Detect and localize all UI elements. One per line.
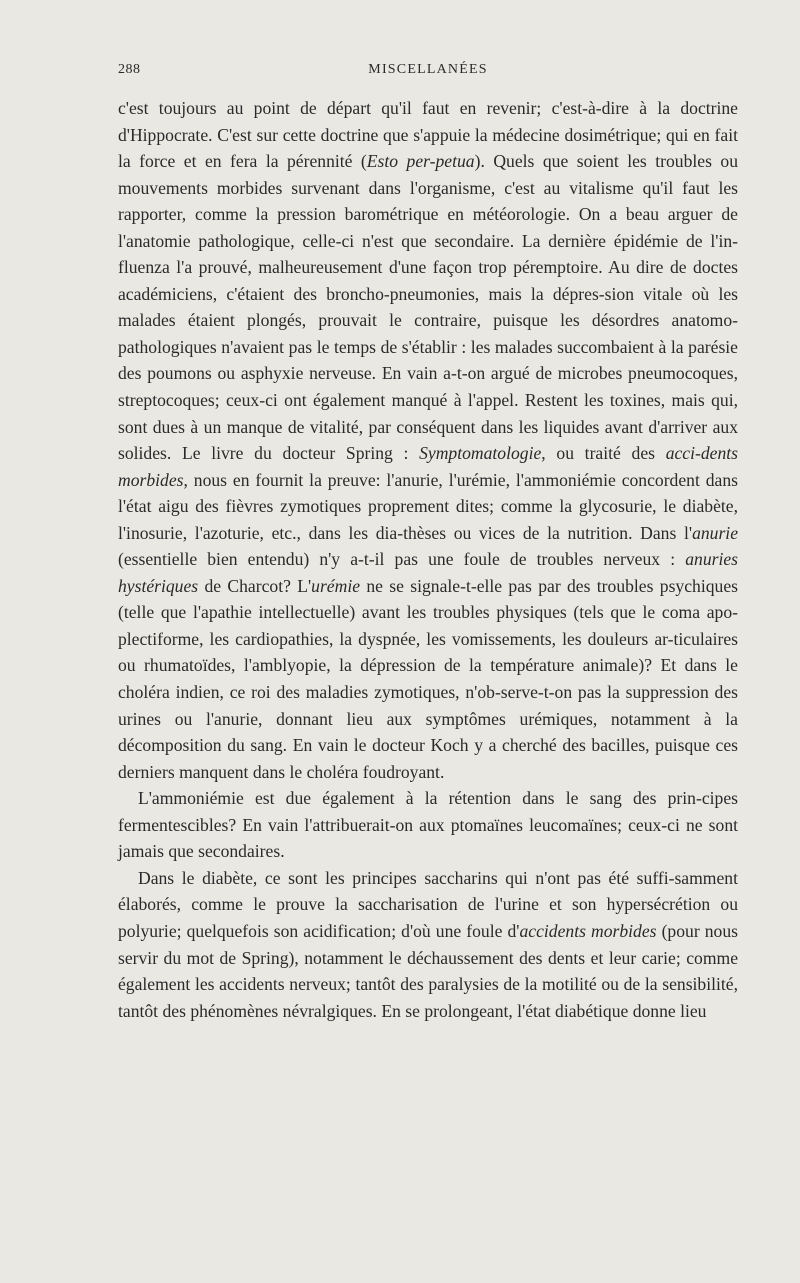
italic-text: accidents morbides <box>519 920 657 941</box>
body-text <box>118 95 738 1024</box>
italic-text: anurie <box>692 522 738 543</box>
running-title: MISCELLANÉES <box>368 62 488 77</box>
text-run: , ou traité des <box>541 443 666 464</box>
text-run: c'est toujours au point de départ qu'il faut en revenir; c'est-à-dire à la doctrine d'Hippocrate. C'est sur cette doctrine que s'appuie la médecine dosimétrique; qui en fait la force et en fera la pérennité ( <box>118 98 738 172</box>
text-run: , nous en fournit la preuve: l'anurie, l'urémie, l'ammoniémie concordent dans l'état aigu des fièvres zymotiques proprement dites; comme la glycosurie, le diabète, l'inosurie, l'azoturie, etc., dans les dia-thèses ou vices de la nutrition. Dans l' <box>118 469 738 543</box>
italic-text: Esto per-petua <box>366 151 475 172</box>
text-run: de Charcot? L' <box>198 575 312 596</box>
italic-text: anuries hystériques <box>118 549 738 596</box>
page-header <box>118 62 738 86</box>
text-run: L'ammoniémie est due également à la rétention dans le sang des prin-cipes fermentescibles? En vain l'attribuerait-on aux ptomaïnes leucomaïnes; ceux-ci ne sont jamais que secondaires. <box>118 788 738 862</box>
paragraph <box>118 865 738 1024</box>
italic-text: acci-dents morbides <box>118 443 738 490</box>
text-run: ne se signale-t-elle pas par des troubles psychiques (telle que l'apathie intellectuelle) avant les troubles physiques (tels que le coma apo-plectiforme, les cardiopathies, la dyspnée, les vomissements, les douleurs ar-ticulaires ou rhumatoïdes, l'amblyopie, la dépression de la température animale)? Et dans le choléra indien, ce roi des maladies zymotiques, n'ob-serve-t-on pas la suppression des urines ou l'anurie, donnant lieu aux symptômes urémiques, notamment à la décomposition du sang. En vain le docteur Koch y a cherché des bacilles, puisque ces derniers manquent dans le choléra foudroyant. <box>118 575 738 782</box>
italic-text: urémie <box>311 575 361 596</box>
text-run: ). Quels que soient les troubles ou mouvements morbides survenant dans l'organisme, c'est au vitalisme qu'il faut les rapporter, comme la pression barométrique en météorologie. On a beau arguer de l'anatomie pathologique, celle-ci n'est que secondaire. La dernière épidémie de l'in-fluenza l'a prouvé, malheureusement d'une façon trop péremptoire. Au dire de doctes académiciens, c'étaient des broncho-pneumonies, mais la dépres-sion vitale où les malades étaient plongés, prouvait le contraire, puisque les désordres anatomo-pathologiques n'avaient pas le temps de s'établir : les malades succombaient à la parésie des poumons ou asphyxie nerveuse. En vain a-t-on argué de microbes pneumocoques, streptocoques; ceux-ci ont également manqué à l'appel. Restent les toxines, mais qui, sont dues à un manque de vitalité, par conséquent dans les liquides avant d'arriver aux solides. Le livre du docteur Spring : <box>118 151 738 464</box>
text-run: Dans le diabète, ce sont les principes saccharins qui n'ont pas été suffi-samment élaborés, comme le prouve la saccharisation de l'urine et son hypersécrétion ou polyurie; quelquefois son acidification; d'où une foule d' <box>118 867 738 941</box>
italic-text: Symptomatologie <box>419 443 542 464</box>
text-run: (essentielle bien entendu) n'y a-t-il pas une foule de troubles nerveux : <box>118 549 686 570</box>
paragraph <box>118 785 738 865</box>
text-run: (pour nous servir du mot de Spring), notamment le déchaussement des dents et leur carie; comme également les accidents nerveux; tantôt des paralysies de la motilité ou de la sensibilité, tantôt des phénomènes névralgiques. En se prolongeant, l'état diabétique donne lieu <box>118 920 738 1021</box>
paragraph <box>118 95 738 785</box>
page-number: 288 <box>118 62 141 77</box>
